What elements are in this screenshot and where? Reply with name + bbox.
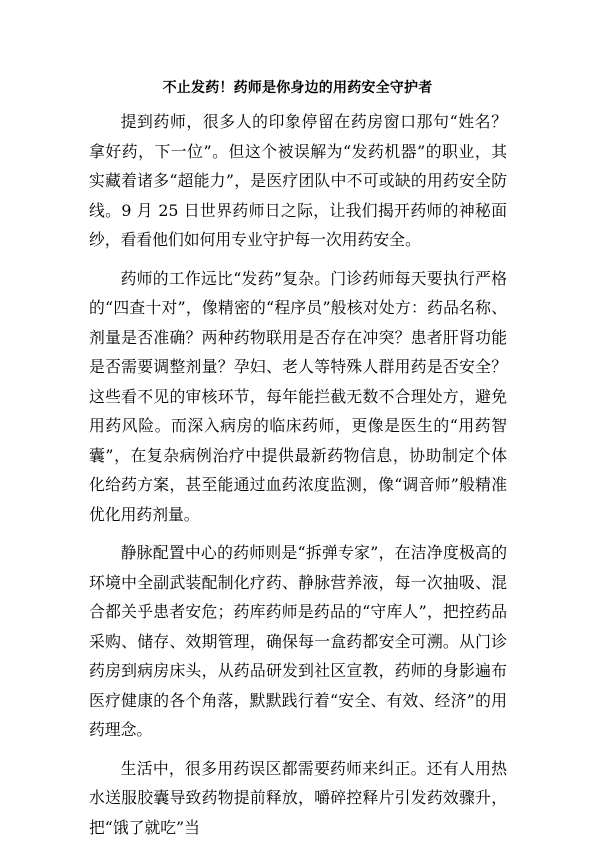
paragraph-4: 生活中，很多用药误区都需要药师来纠正。还有人用热水送服胶囊导致药物提前释放，嚼碎控释片引发药效骤升，把“饿了就吃”当 <box>89 758 507 837</box>
paragraph-1: 提到药师，很多人的印象停留在药房窗口那句“姓名？拿好药，下一位”。但这个被误解为“发药机器”的职业，其实藏着诸多“超能力”，是医疗团队中不可或缺的用药安全防线。9 月 25 日世界药师日之际，让我们揭开药师的神秘面纱，看看他们如何用专业守护每一次用药安全。 <box>89 112 507 249</box>
paragraph-2: 药师的工作远比“发药”复杂。门诊药师每天要执行严格的“四查十对”，像精密的“程序员”般核对处方：药品名称、剂量是否准确？两种药物联用是否存在冲突？患者肝肾功能是否需要调整剂量？孕妇、老人等特殊人群用药是否安全？这些看不见的审核环节，每年能拦截无数不合理处方，避免用药风险。而深入病房的临床药师，更像是医生的“用药智囊”，在复杂病例治疗中提供最新药物信息，协助制定个体化给药方案，甚至能通过血药浓度监测，像“调音师”般精准优化用药剂量。 <box>89 268 507 524</box>
article-title: 不止发药！药师是你身边的用药安全守护者 <box>162 80 433 96</box>
article-body <box>89 107 507 851</box>
paragraph-3: 静脉配置中心的药师则是“拆弹专家”，在洁净度极高的环境中全副武装配制化疗药、静脉营养液，每一次抽吸、混合都关乎患者安危；药库药师是药品的“守库人”，把控药品采购、储存、效期管理，确保每一盒药都安全可溯。从门诊药房到病房床头，从药品研发到社区宣教，药师的身影遍布医疗健康的各个角落，默默践行着“安全、有效、经济”的用药理念。 <box>89 543 507 739</box>
